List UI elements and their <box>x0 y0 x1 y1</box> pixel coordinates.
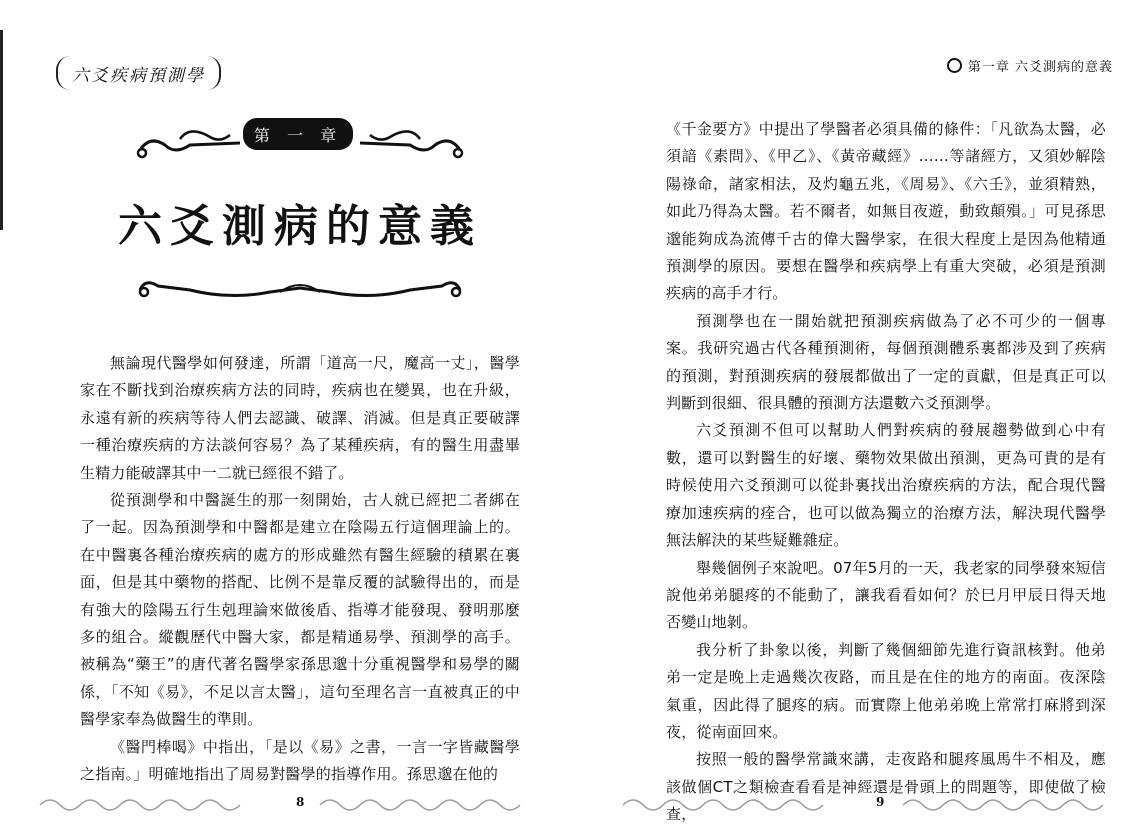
running-head-chapter <box>947 56 1113 75</box>
paragraph: 《醫門棒喝》中指出，「是以《易》之書，一言一字皆藏醫學之指南。」明確地指出了周易對醫學的指導作用。孫思邈在他的 <box>80 737 520 784</box>
left-body-text <box>80 350 520 789</box>
paragraph: 六爻預測不但可以幫助人們對疾病的發展趨勢做到心中有數，還可以對醫生的好壞、藥物效果做出預測，更為可貴的是有時候使用六爻預測可以從卦裏找出治療疾病的方法，配合現代醫療加速疾病的痊合，也可以做為獨立的治療方法，解決現代醫學無法解決的某些疑難雜症。 <box>666 421 1106 550</box>
footer-ornament <box>583 790 1143 820</box>
page-number: 9 <box>876 795 885 809</box>
paragraph: 從預測學和中醫誕生的那一刻開始，古人就已經把二者綁在了一起。因為預測學和中醫都是建立在陰陽五行這個理論上的。在中醫裏各種治療疾病的處方的形成雖然有醫生經驗的積累在裏面，但是其中藥物的搭配、比例不是靠反覆的試驗得出的，而是有強大的陰陽五行生剋理論來做後盾、指導才能發現、發明那麼多的組合。縱觀歷代中醫大家，都是精通易學、預測學的高手。被稱為“藥王”的唐代著名醫學家孫思邈十分重視醫學和易學的關係，「不知《易》，不足以言太醫」，這句至理名言一直被真正的中醫學家奉為做醫生的準則。 <box>80 491 520 729</box>
chapter-label: 第 一 章 <box>243 118 353 150</box>
paragraph: 無論現代醫學如何發達，所謂「道高一尺，魔高一丈」，醫學家在不斷找到治療疾病方法的同時，疾病也在變異，也在升級，永遠有新的疾病等待人們去認識、破譯、消滅。但是真正要破譯一種治療疾病的方法談何容易？為了某種疾病，有的醫生用盡畢生精力能破譯其中一二就已經很不錯了。 <box>80 354 520 482</box>
paragraph: 按照一般的醫學常識來講，走夜路和腿疼風馬牛不相及，應該做個CT之類檢查看看是神經還是骨頭上的問題等，即使做了檢查， <box>666 750 1106 824</box>
right-page <box>583 0 1143 827</box>
paragraph: 舉幾個例子來說吧。07年5月的一天，我老家的同學發來短信說他弟弟腿疼的不能動了，讓我看看如何？於巳月甲辰日得天地否變山地剝。 <box>666 558 1106 632</box>
running-head-text: 第一章 六爻測病的意義 <box>967 60 1113 75</box>
right-body-text <box>666 116 1106 829</box>
chapter-title: 六爻測病的意義 <box>118 201 482 252</box>
running-head-book-title: 六爻疾病預測學 <box>56 56 221 90</box>
paragraph: 《千金要方》中提出了學醫者必須具備的條件：「凡欲為太醫，必須諳《素問》、《甲乙》、《黃帝藏經》……等諸經方，又須妙解陰陽祿命，諸家相法，及灼龜五兆，《周易》、《六壬》，並須精熟，如此乃得為太醫。若不爾者，如無目夜遊，動致顛殞。」可見孫思邈能夠成為流傳千古的偉大醫學家，在很大程度上是因為他精通預測學的原因。要想在醫學和疾病學上有重大突破，必須是預測疾病的高手才行。 <box>666 120 1106 303</box>
paragraph: 預測學也在一開始就把預測疾病做為了必不可少的一個專案。我研究過古代各種預測術，每個預測體系裏都涉及到了疾病的預測，對預測疾病的發展都做出了一定的貢獻，但是真正可以判斷到很細、很具體的預測方法還數六爻預測學。 <box>666 311 1106 413</box>
ring-bullet-icon <box>947 58 962 73</box>
paragraph: 我分析了卦象以後，判斷了幾個細節先進行資訊核對。他弟弟一定是晚上走過幾次夜路，而且是在住的地方的南面。夜深陰氣重，因此得了腿疼的病。而實際上他弟弟晚上常常打麻將到深夜，從南面回來。 <box>666 640 1106 741</box>
left-page <box>0 0 560 827</box>
title-ornament <box>130 270 470 310</box>
page-number: 8 <box>296 795 305 809</box>
page-edge-mark <box>0 30 3 230</box>
footer-ornament <box>0 790 560 820</box>
